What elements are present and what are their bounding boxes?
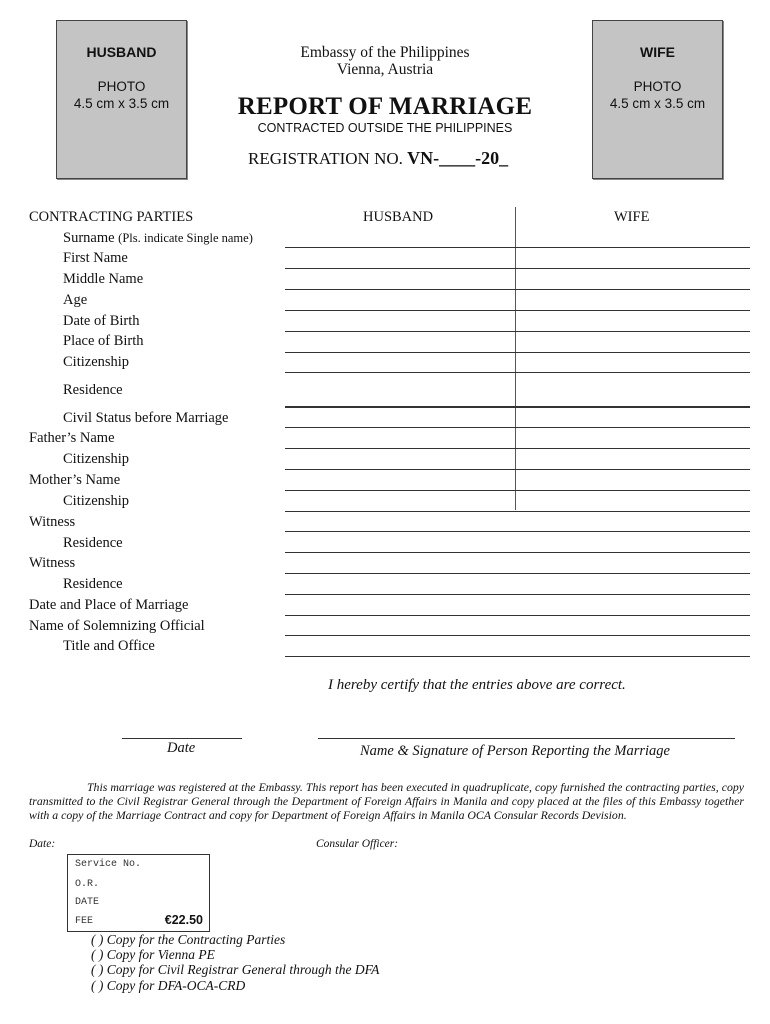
date-place-marriage-field[interactable] <box>285 615 750 616</box>
registration-number <box>248 148 508 169</box>
signature-caption: Name & Signature of Person Reporting the Marriage <box>360 743 670 759</box>
father-name-field[interactable] <box>285 448 750 449</box>
middle-name-label: Middle Name <box>63 271 144 287</box>
date-of-birth-field[interactable] <box>285 331 750 332</box>
date-place-marriage-label: Date and Place of Marriage <box>29 597 189 613</box>
first-name-label: First Name <box>63 250 128 266</box>
age-label: Age <box>63 292 88 308</box>
title-office-label: Title and Office <box>63 638 155 654</box>
witness-2-field[interactable] <box>285 573 750 574</box>
witness-2-residence-field[interactable] <box>285 594 750 595</box>
witness-1-label: Witness <box>29 514 76 530</box>
mother-citizenship-field[interactable] <box>285 511 750 512</box>
wife-photo-label: PHOTO <box>633 79 682 94</box>
service-date-label: DATE <box>75 897 100 908</box>
witness-2-label: Witness <box>29 555 76 571</box>
mother-name-label: Mother’s Name <box>29 472 121 488</box>
mother-citizenship-label: Citizenship <box>63 493 130 509</box>
solemnizing-official-field[interactable] <box>285 635 750 636</box>
or-label: O.R. <box>75 879 100 890</box>
wife-photo-size: 4.5 cm x 3.5 cm <box>609 96 706 111</box>
registration-value: VN-____-20_ <box>407 148 509 168</box>
father-citizenship-field[interactable] <box>285 469 750 470</box>
first-name-field[interactable] <box>285 268 750 269</box>
husband-photo-size: 4.5 cm x 3.5 cm <box>73 96 170 111</box>
consular-officer-label: Consular Officer: <box>316 838 399 850</box>
age-field[interactable] <box>285 310 750 311</box>
witness-1-residence-field[interactable] <box>285 552 750 553</box>
residence-field-rule-2 <box>285 407 750 408</box>
embassy-name: Embassy of the Philippines <box>300 44 470 61</box>
service-no-label: Service No. <box>75 859 142 870</box>
date-signature-line[interactable] <box>122 738 242 739</box>
witness-1-field[interactable] <box>285 531 750 532</box>
page-subtitle: CONTRACTED OUTSIDE THE PHILIPPINES <box>257 121 513 135</box>
mother-name-field[interactable] <box>285 490 750 491</box>
page-title: REPORT OF MARRIAGE <box>237 93 533 120</box>
copy-civil-registrar[interactable]: ( ) Copy for Civil Registrar General through the DFA <box>91 962 380 977</box>
citizenship-label: Citizenship <box>63 354 130 370</box>
wife-photo-title: WIFE <box>640 44 675 60</box>
embassy-city: Vienna, Austria <box>336 61 434 78</box>
solemnizing-official-label: Name of Solemnizing Official <box>29 618 205 634</box>
contracting-parties-label: CONTRACTING PARTIES <box>29 209 194 225</box>
middle-name-field[interactable] <box>285 289 750 290</box>
fee-amount: €22.50 <box>164 913 203 927</box>
surname-note: (Pls. indicate Single name) <box>118 231 253 245</box>
civil-status-field[interactable] <box>285 427 750 428</box>
column-husband: HUSBAND <box>363 209 434 225</box>
footer-date-label: Date: <box>29 838 56 850</box>
service-fee-box <box>67 854 210 932</box>
registration-label: REGISTRATION NO. <box>248 149 403 168</box>
place-of-birth-label: Place of Birth <box>63 333 144 349</box>
copy-dfa-oca-crd[interactable]: ( ) Copy for DFA-OCA-CRD <box>91 978 246 993</box>
witness-2-residence-label: Residence <box>63 576 123 592</box>
father-name-label: Father’s Name <box>29 430 115 446</box>
husband-photo-label: PHOTO <box>97 79 146 94</box>
fee-label: FEE <box>75 916 94 927</box>
column-divider <box>515 207 516 510</box>
date-of-birth-label: Date of Birth <box>63 313 140 329</box>
title-office-field[interactable] <box>285 656 750 657</box>
citizenship-field[interactable] <box>285 372 750 373</box>
husband-photo-box <box>56 20 187 179</box>
signature-line[interactable] <box>318 738 735 739</box>
surname-label: Surname (Pls. indicate Single name) <box>63 230 253 246</box>
copy-vienna-pe[interactable]: ( ) Copy for Vienna PE <box>91 947 215 962</box>
residence-label: Residence <box>63 382 123 398</box>
civil-status-label: Civil Status before Marriage <box>63 410 229 426</box>
registration-note: This marriage was registered at the Embassy. This report has been executed in quadruplicate, copy furnished the contracting parties, copy transmitted to the Civil Registrar General through the Department of Foreign Affairs in Manila and copy placed at the files of this Embassy together with a copy of the Marriage Contract and copy for Department of Foreign Affairs in Manila OCA Consular Records Devision. <box>29 780 744 822</box>
date-caption: Date <box>167 740 196 756</box>
certification-statement: I hereby certify that the entries above are correct. <box>328 677 626 693</box>
husband-photo-title: HUSBAND <box>86 44 157 60</box>
witness-1-residence-label: Residence <box>63 535 123 551</box>
column-wife: WIFE <box>614 209 650 225</box>
copy-contracting-parties[interactable]: ( ) Copy for the Contracting Parties <box>91 932 286 947</box>
place-of-birth-field[interactable] <box>285 352 750 353</box>
surname-field[interactable] <box>285 247 750 248</box>
father-citizenship-label: Citizenship <box>63 451 130 467</box>
wife-photo-box <box>592 20 723 179</box>
